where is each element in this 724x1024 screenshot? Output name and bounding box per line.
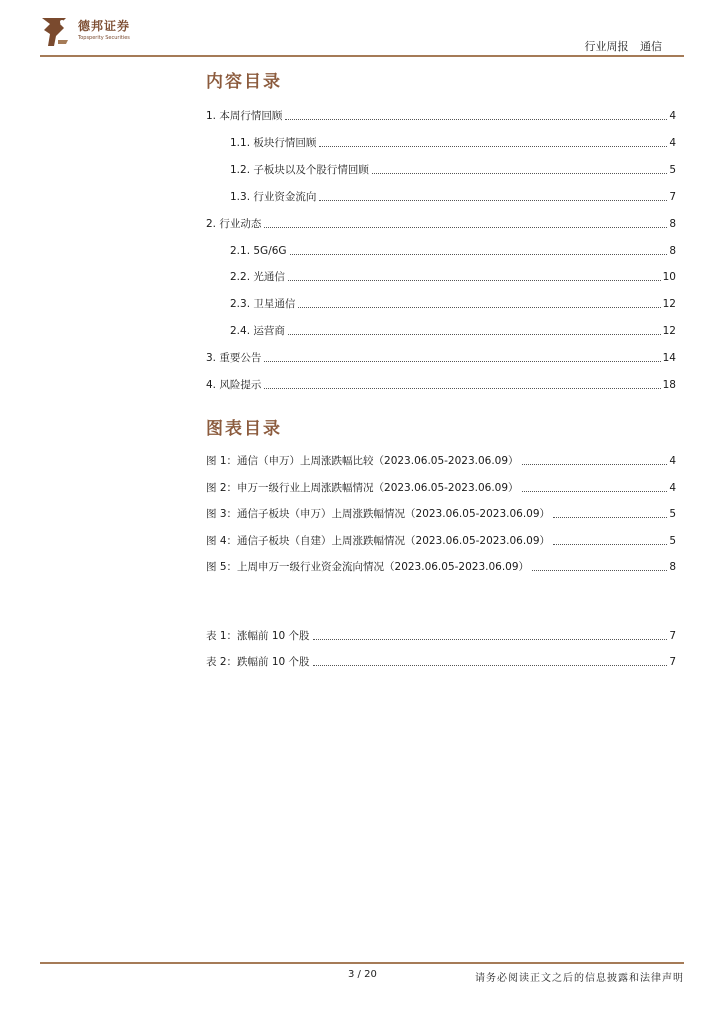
toc-entry-label: 3. 重要公告 xyxy=(206,352,262,365)
dot-leader xyxy=(285,119,667,120)
table-entry-label: 表 2：跌幅前 10 个股 xyxy=(206,656,310,668)
toc-entry-page: 12 xyxy=(662,298,676,311)
figure-entry[interactable] xyxy=(206,452,676,468)
dot-leader xyxy=(522,464,668,465)
figure-entry-label: 图 5：上周申万一级行业资金流向情况（2023.06.05-2023.06.09） xyxy=(206,561,530,573)
logo-mark-icon xyxy=(38,14,74,48)
footer-rule xyxy=(40,962,684,964)
report-type: 行业周报 xyxy=(584,40,629,53)
toc-entry[interactable] xyxy=(230,295,676,311)
company-name-en: Topsperity Securities xyxy=(78,35,130,41)
figure-entry-label: 图 2：申万一级行业上周涨跌幅情况（2023.06.05-2023.06.09） xyxy=(206,481,519,494)
toc-entry[interactable] xyxy=(230,322,676,338)
toc-entry-label: 2.4. 运营商 xyxy=(230,325,285,338)
dot-leader xyxy=(313,665,668,666)
figure-entry-label: 图 3：通信子板块（申万）上周涨跌幅情况（2023.06.05-2023.06.09） xyxy=(206,508,551,520)
toc-entry-label: 2.2. 光通信 xyxy=(230,271,285,284)
header-report-info xyxy=(585,38,663,54)
toc-entry-page: 12 xyxy=(662,325,676,338)
figure-entry-page: 5 xyxy=(669,534,676,547)
dot-leader xyxy=(522,491,668,492)
figures-title: 图表目录 xyxy=(206,419,282,439)
dot-leader xyxy=(319,146,667,147)
table-entry[interactable] xyxy=(206,627,676,643)
figure-entry[interactable] xyxy=(206,532,676,548)
toc-title: 内容目录 xyxy=(206,72,282,92)
toc-entry-label: 1. 本周行情回顾 xyxy=(206,110,283,122)
toc-entry[interactable] xyxy=(230,268,676,284)
toc-entry-page: 18 xyxy=(662,379,676,391)
dot-leader xyxy=(553,517,667,518)
toc-entry-page: 10 xyxy=(662,271,676,284)
toc-entry[interactable] xyxy=(206,349,676,365)
toc-entry-label: 2. 行业动态 xyxy=(206,217,262,230)
dot-leader xyxy=(553,544,667,545)
company-name: 德邦证券 xyxy=(78,19,131,33)
dot-leader xyxy=(264,388,660,389)
toc-entry[interactable] xyxy=(206,107,676,123)
legal-disclaimer: 请务必阅读正文之后的信息披露和法律声明 xyxy=(475,973,684,984)
table-entry-label: 表 1：涨幅前 10 个股 xyxy=(206,630,310,642)
toc-entry-page: 4 xyxy=(669,136,676,149)
table-entry-page: 7 xyxy=(669,656,676,668)
figure-entry-page: 4 xyxy=(669,481,676,494)
toc-entry-page: 14 xyxy=(662,352,676,365)
figure-entry[interactable] xyxy=(206,505,676,521)
dot-leader xyxy=(319,200,667,201)
toc-entry-label: 1.2. 子板块以及个股行情回顾 xyxy=(230,163,369,176)
dot-leader xyxy=(264,227,667,228)
figure-entry[interactable] xyxy=(206,479,676,495)
table-entry[interactable] xyxy=(206,653,676,669)
toc-entry-label: 1.3. 行业资金流向 xyxy=(230,190,317,203)
toc-entry-page: 7 xyxy=(669,190,676,203)
figure-entry-page: 4 xyxy=(669,455,676,467)
dot-leader xyxy=(290,254,668,255)
toc-entry-label: 2.3. 卫星通信 xyxy=(230,298,296,311)
figure-entry-label: 图 4：通信子板块（自建）上周涨跌幅情况（2023.06.05-2023.06.09） xyxy=(206,534,551,547)
toc-entry-label: 1.1. 板块行情回顾 xyxy=(230,136,317,149)
header-rule xyxy=(40,55,684,57)
table-entry-page: 7 xyxy=(669,630,676,642)
toc-entry[interactable] xyxy=(230,134,676,150)
toc-entry-label: 2.1. 5G/6G xyxy=(230,244,287,257)
page-header xyxy=(0,0,724,58)
page-number: 3 / 20 xyxy=(348,969,377,980)
toc-entry-page: 8 xyxy=(669,217,676,230)
dot-leader xyxy=(313,639,668,640)
toc-entry-page: 4 xyxy=(669,110,676,122)
dot-leader xyxy=(288,334,661,335)
toc-entry[interactable] xyxy=(230,188,676,204)
toc-entry[interactable] xyxy=(230,242,676,258)
toc-entry[interactable] xyxy=(206,215,676,231)
toc-entry[interactable] xyxy=(230,161,676,177)
dot-leader xyxy=(264,361,660,362)
toc-entry-label: 4. 风险提示 xyxy=(206,379,262,391)
company-logo xyxy=(38,14,148,48)
figure-entry[interactable] xyxy=(206,558,676,574)
toc-entry-page: 5 xyxy=(669,163,676,176)
dot-leader xyxy=(532,570,667,571)
dot-leader xyxy=(298,307,660,308)
toc-entry-page: 8 xyxy=(669,244,676,257)
figure-entry-page: 8 xyxy=(669,561,676,573)
figure-entry-page: 5 xyxy=(669,508,676,520)
toc-entry[interactable] xyxy=(206,376,676,392)
dot-leader xyxy=(288,280,661,281)
dot-leader xyxy=(372,173,667,174)
industry-label: 通信 xyxy=(640,40,662,53)
figure-entry-label: 图 1：通信（申万）上周涨跌幅比较（2023.06.05-2023.06.09） xyxy=(206,455,519,467)
